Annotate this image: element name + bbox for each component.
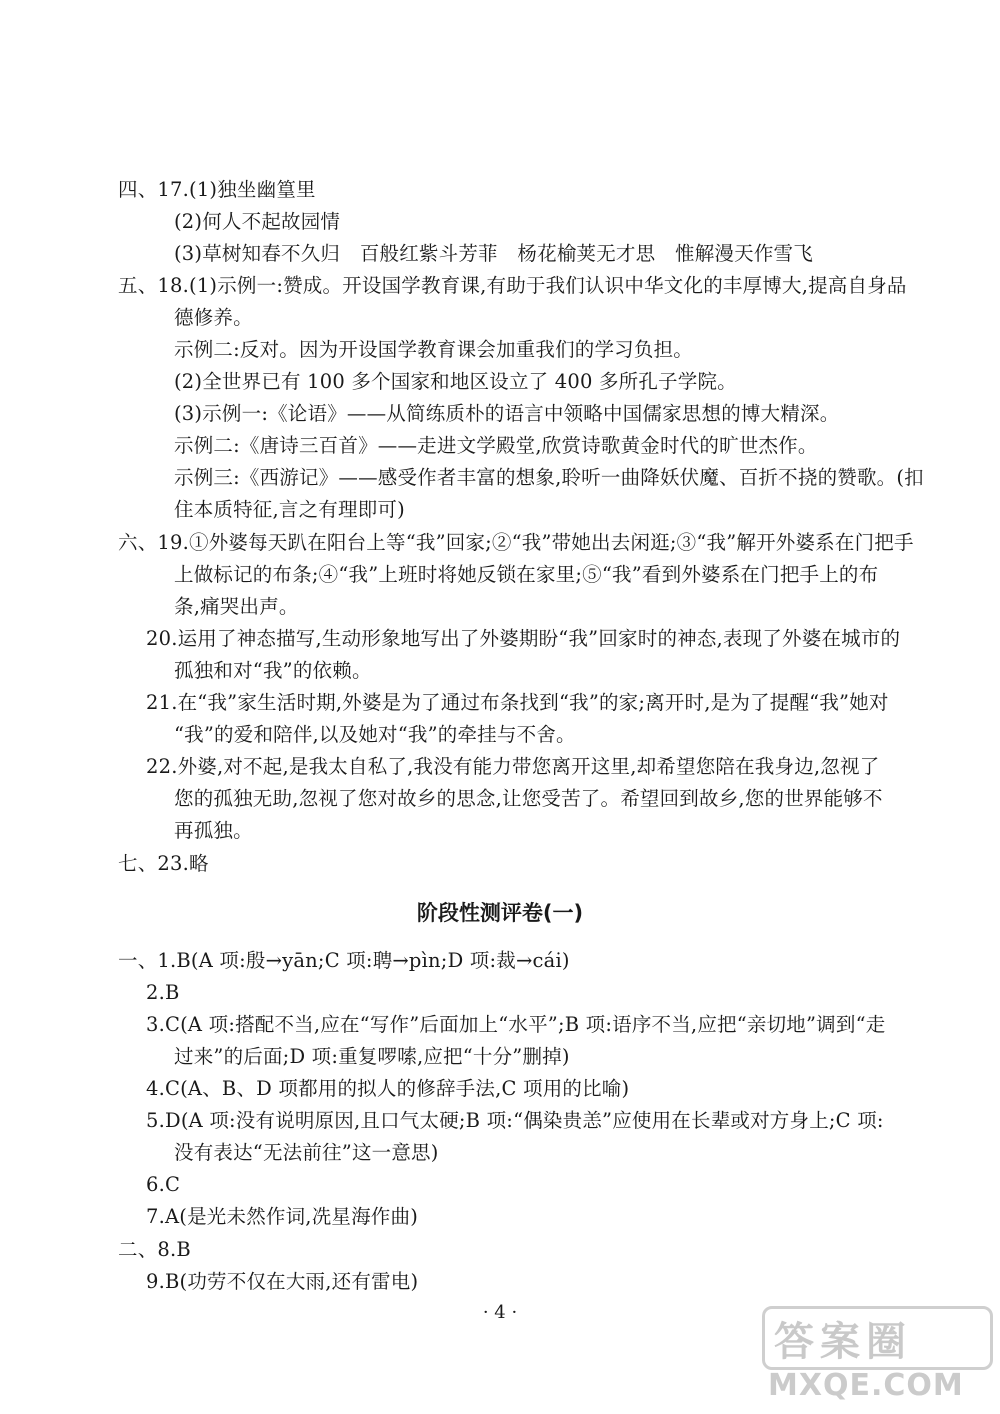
answer-line: 9.B(功劳不仅在大雨,还有雷电) xyxy=(146,1270,419,1293)
answer-line: 20.运用了神态描写,生动形象地写出了外婆期盼“我”回家时的神态,表现了外婆在城市的 xyxy=(146,627,901,650)
answer-line: 再孤独。 xyxy=(174,819,253,842)
answer-line: 上做标记的布条;④“我”上班时将她反锁在家里;⑤“我”看到外婆系在门把手上的布 xyxy=(174,563,879,586)
answer-line: 22.外婆,对不起,是我太自私了,我没有能力带您离开这里,却希望您陪在我身边,忽视了 xyxy=(146,755,880,778)
answer-line: (2)何人不起故园情 xyxy=(174,210,341,233)
answer-line: 条,痛哭出声。 xyxy=(174,595,299,618)
answer-line: 2.B xyxy=(146,981,180,1004)
answer-line: 7.A(是光未然作词,冼星海作曲) xyxy=(146,1205,419,1228)
answer-line: 德修养。 xyxy=(174,306,253,329)
answer-line: “我”的爱和陪伴,以及她对“我”的牵挂与不舍。 xyxy=(174,723,576,746)
watermark-url: MXQE.COM xyxy=(768,1368,964,1403)
watermark-text: 答案圈 xyxy=(774,1319,912,1365)
answer-line: 住本质特征,言之有理即可) xyxy=(174,498,405,521)
answer-line: 您的孤独无助,忽视了您对故乡的思念,让您受苦了。希望回到故乡,您的世界能够不 xyxy=(174,787,883,810)
answer-line: (3)示例一:《论语》——从简练质朴的语言中领略中国儒家思想的博大精深。 xyxy=(174,402,840,425)
answer-line: 六、19.①外婆每天趴在阳台上等“我”回家;②“我”带她出去闲逛;③“我”解开外婆系在门把手 xyxy=(118,531,914,554)
watermark-logo xyxy=(762,1306,992,1406)
answer-line: 一、1.B(A 项:殷→yān;C 项:聘→pìn;D 项:裁→cái) xyxy=(118,949,570,972)
answer-line: 四、17.(1)独坐幽篁里 xyxy=(118,178,316,201)
answer-line: 5.D(A 项:没有说明原因,且口气太硬;B 项:“偶染贵恙”应使用在长辈或对方身上;C 项: xyxy=(146,1109,884,1132)
answer-line: 过来”的后面;D 项:重复啰嗦,应把“十分”删掉) xyxy=(174,1045,570,1068)
answer-line: 示例二:《唐诗三百首》——走进文学殿堂,欣赏诗歌黄金时代的旷世杰作。 xyxy=(174,434,818,457)
answer-line: 二、8.B xyxy=(118,1238,191,1261)
answer-line: 21.在“我”家生活时期,外婆是为了通过布条找到“我”的家;离开时,是为了提醒“我”她对 xyxy=(146,691,889,714)
answer-line: 没有表达“无法前往”这一意思) xyxy=(174,1141,439,1164)
answer-line: 孤独和对“我”的依赖。 xyxy=(174,659,372,682)
answer-line: (3)草树知春不久归 百般红紫斗芳菲 杨花榆荚无才思 惟解漫天作雪飞 xyxy=(174,242,813,265)
answer-line: (2)全世界已有 100 多个国家和地区设立了 400 多所孔子学院。 xyxy=(174,370,737,393)
answer-line: 6.C xyxy=(146,1173,181,1196)
answer-line: 示例二:反对。因为开设国学教育课会加重我们的学习负担。 xyxy=(174,338,693,361)
answer-line: 4.C(A、B、D 项都用的拟人的修辞手法,C 项用的比喻) xyxy=(146,1077,630,1100)
answer-line: 3.C(A 项:搭配不当,应在“写作”后面加上“水平”;B 项:语序不当,应把“亲切地”调到“走 xyxy=(146,1013,886,1036)
answer-line: 示例三:《西游记》——感受作者丰富的想象,聆听一曲降妖伏魔、百折不挠的赞歌。(扣 xyxy=(174,466,924,489)
page-number: · 4 · xyxy=(482,1302,518,1323)
section-title: 阶段性测评卷(一) xyxy=(416,901,584,925)
answer-line: 七、23.略 xyxy=(118,852,209,875)
answer-line: 五、18.(1)示例一:赞成。开设国学教育课,有助于我们认识中华文化的丰厚博大,提高自身品 xyxy=(118,274,907,297)
